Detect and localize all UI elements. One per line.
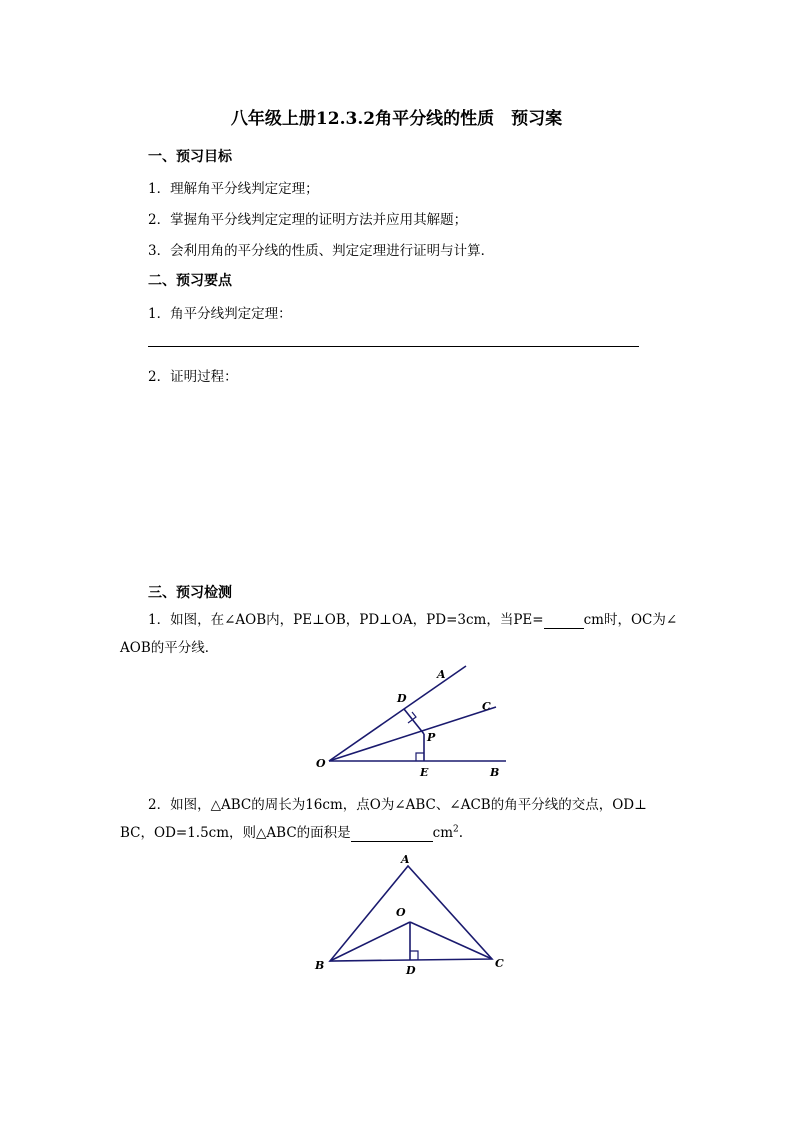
question-1-blank[interactable] (544, 612, 584, 629)
question-2-unit: cm (432, 825, 454, 841)
point-item-2: 2．证明过程： (148, 369, 238, 385)
segment-oc (410, 922, 492, 959)
right-angle-mark-d (410, 951, 418, 960)
label-b: B (490, 766, 500, 779)
section-heading-check: 三、预习检测 (148, 585, 232, 601)
question-1-text-b: cm时，OC为∠ (583, 612, 678, 628)
label-p: P (427, 731, 436, 744)
label-d: D (397, 692, 407, 705)
triangle-abc (330, 866, 492, 961)
section-heading-goals: 一、预习目标 (148, 149, 232, 165)
question-2-blank[interactable] (351, 825, 433, 842)
goal-item-3: 3．会利用角的平分线的性质、判定定理进行证明与计算． (148, 243, 495, 259)
question-1-text-a: 1．如图，在∠AOB内，PE⊥OB，PD⊥OA，PD=3cm，当PE= (148, 612, 544, 628)
right-angle-mark-e (416, 753, 424, 761)
question-1-line-1 (148, 608, 677, 629)
label-c: C (482, 700, 491, 713)
label-a: A (401, 853, 410, 866)
label-c: C (495, 957, 504, 970)
question-1-line-2: AOB的平分线． (120, 640, 219, 656)
question-2-line-1: 2．如图，△ABC的周长为16cm，点O为∠ABC、∠ACB的角平分线的交点，OD⊥ (148, 797, 647, 813)
segment-bo (330, 922, 410, 961)
segment-pd (404, 709, 424, 734)
figure-1-angle-diagram (310, 660, 520, 780)
question-2-line-2 (120, 821, 463, 842)
label-o: O (396, 906, 406, 919)
question-2-text-a: BC，OD=1.5cm，则△ABC的面积是 (120, 825, 351, 841)
label-e: E (420, 766, 429, 779)
label-a: A (437, 668, 446, 681)
label-b: B (315, 959, 325, 972)
goal-item-1: 1．理解角平分线判定定理； (148, 181, 319, 197)
page-title: 八年级上册12.3.2角平分线的性质 预习案 (230, 109, 563, 129)
label-o: O (316, 757, 326, 770)
question-2-end: . (458, 825, 464, 841)
ray-oc (329, 707, 496, 761)
point-item-1: 1．角平分线判定定理： (148, 306, 292, 322)
goal-item-2: 2．掌握角平分线判定定理的证明方法并应用其解题； (148, 212, 468, 228)
section-heading-points: 二、预习要点 (148, 273, 232, 289)
figure-2-triangle-diagram (310, 850, 510, 980)
question-2-unit-sup: 2 (453, 824, 459, 835)
answer-line (148, 346, 639, 347)
label-d: D (406, 964, 416, 977)
